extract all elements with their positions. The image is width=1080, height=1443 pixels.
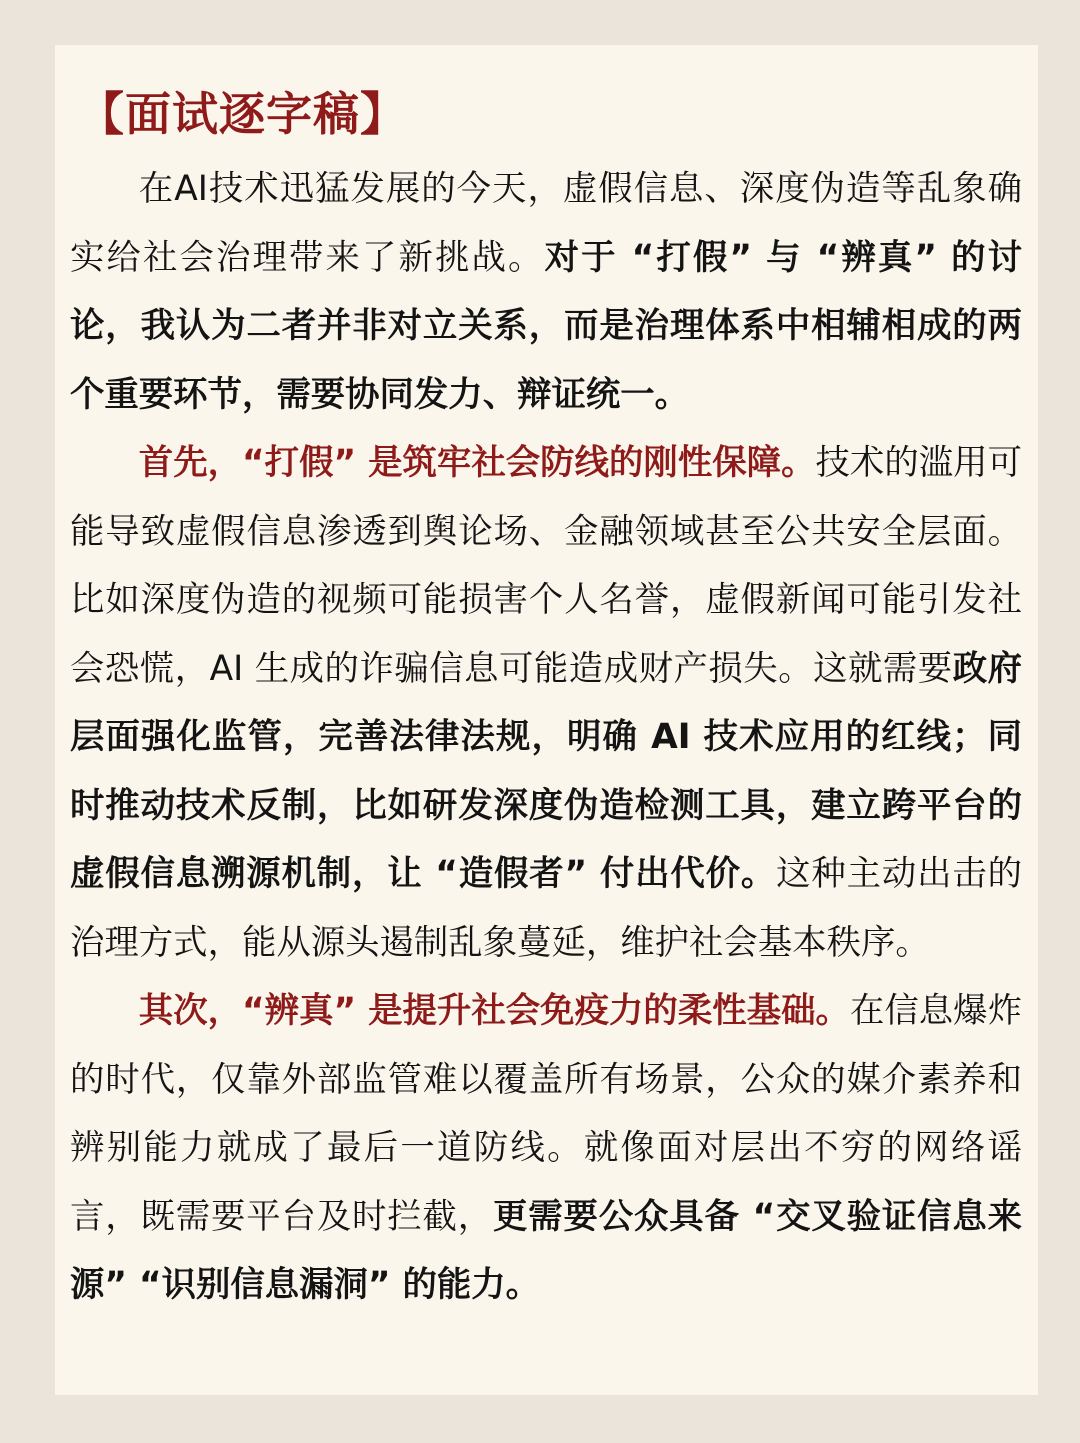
second-text: 在信息爆炸的时代，仅靠外部监管难以覆盖所有场景，公众的媒介素养和辨别能力就成了最后一道防线。就像面对层出不穷的网络谣言，既需要平台及时拦截， — [70, 991, 1022, 1237]
paragraph-second — [70, 977, 1022, 1320]
first-closing-text: 这种主动出击的治理方式，能从源头遏制乱象蔓延，维护社会基本秩序。 — [70, 854, 1022, 963]
paragraph-intro — [70, 155, 1022, 429]
first-heading: 首先，“打假” 是筑牢社会防线的刚性保障。 — [138, 443, 816, 483]
second-bold-text: 更需要公众具备 “交叉验证信息来源” “识别信息漏洞” 的能力。 — [70, 1196, 1022, 1305]
first-text: 技术的滥用可能导致虚假信息渗透到舆论场、金融领域甚至公共安全层面。比如深度伪造的视频可能损害个人名誉，虚假新闻可能引发社会恐慌，AI 生成的诈骗信息可能造成财产损失。这就需要 — [70, 443, 1022, 689]
second-heading: 其次，“辨真” 是提升社会免疫力的柔性基础。 — [138, 991, 850, 1031]
first-bold-text: 政府层面强化监管，完善法律法规，明确 AI 技术应用的红线；同时推动技术反制，比如研发深度伪造检测工具，建立跨平台的虚假信息溯源机制，让 “造假者” 付出代价。 — [70, 648, 1022, 894]
intro-text: 在AI技术迅猛发展的今天，虚假信息、深度伪造等乱象确实给社会治理带来了新挑战。 — [70, 169, 1022, 278]
page-title: 【面试逐字稿】 — [78, 87, 407, 141]
intro-bold-text: 对于 “打假” 与 “辨真” 的讨论，我认为二者并非对立关系，而是治理体系中相辅相成的两个重要环节，需要协同发力、辩证统一。 — [70, 237, 1022, 415]
article-card — [55, 45, 1038, 1395]
paragraph-first — [70, 429, 1022, 977]
